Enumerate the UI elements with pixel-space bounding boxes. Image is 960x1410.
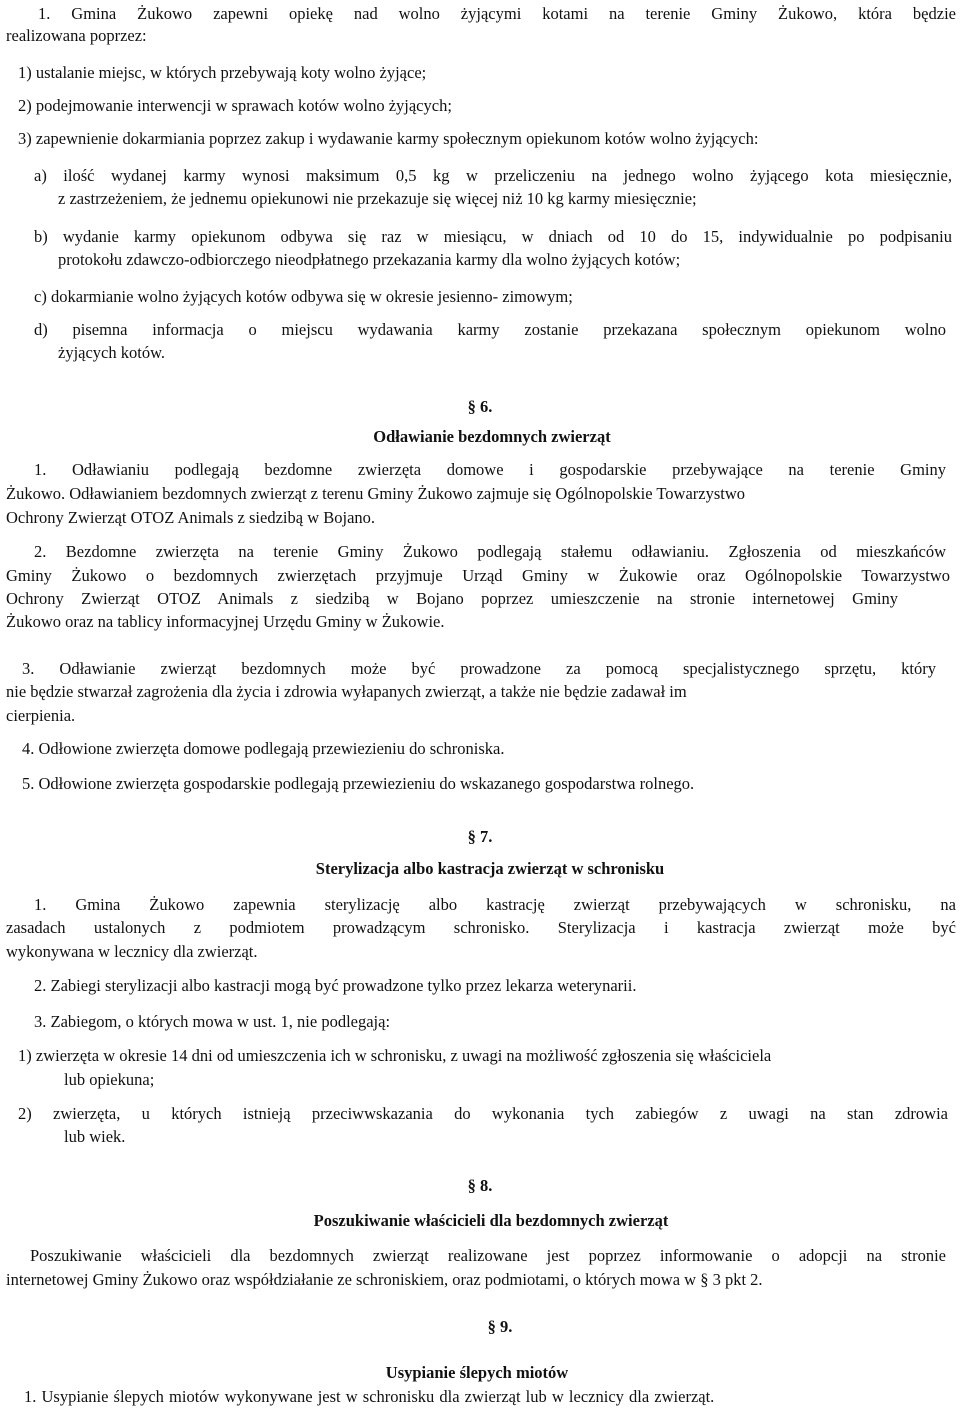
sec9-par1: 1. Usypianie ślepych miotów wykonywane jest w schronisku dla zwierząt lub w lecznicy dla zwierząt. xyxy=(24,1387,715,1406)
sec5-item-2: 2) podejmowanie interwencji w sprawach kotów wolno żyjących; xyxy=(18,96,452,115)
sec6-par3-line3: cierpienia. xyxy=(6,706,76,725)
sec7-number: § 7. xyxy=(467,827,493,846)
sec8-number: § 8. xyxy=(467,1176,493,1195)
sec5-par1-line2: realizowana poprzez: xyxy=(6,26,147,45)
sec5-item-b-line1: b) wydanie karmy opiekunom odbywa się raz w miesiącu, w dniach od 10 do 15, indywidualnie po podpisaniu xyxy=(34,227,952,246)
sec6-par1-line3: Ochrony Zwierząt OTOZ Animals z siedzibą w Bojano. xyxy=(6,508,376,527)
sec7-title: Sterylizacja albo kastracja zwierząt w schronisku xyxy=(315,859,665,878)
sec5-item-d-line1: d) pisemna informacja o miejscu wydawania karmy zostanie przekazana społecznym opiekunom wolno xyxy=(34,320,946,339)
sec6-par1-line1: 1. Odławianiu podlegają bezdomne zwierzęta domowe i gospodarskie przebywające na terenie Gminy xyxy=(34,460,946,479)
sec6-par4: 4. Odłowione zwierzęta domowe podlegają przewiezieniu do schroniska. xyxy=(22,739,505,758)
sec5-item-a-line1: a) ilość wydanej karmy wynosi maksimum 0,5 kg w przeliczeniu na jednego wolno żyjącego kota miesięcznie, xyxy=(34,166,952,185)
sec6-par2-line3: Ochrony Zwierząt OTOZ Animals z siedzibą w Bojano poprzez umieszczenie na stronie internetowej Gminy xyxy=(6,589,898,608)
sec6-par3-line2: nie będzie stwarzał zagrożenia dla życia i zdrowia wyłapanych zwierząt, a także nie będzie zadawał im xyxy=(6,682,687,701)
sec6-par2-line4: Żukowo oraz na tablicy informacyjnej Urzędu Gminy w Żukowie. xyxy=(6,612,445,631)
sec6-par5: 5. Odłowione zwierzęta gospodarskie podlegają przewiezieniu do wskazanego gospodarstwa rolnego. xyxy=(22,774,695,793)
sec6-number: § 6. xyxy=(467,397,493,416)
sec5-item-1: 1) ustalanie miejsc, w których przebywają koty wolno żyjące; xyxy=(18,63,427,82)
sec6-par1-line2: Żukowo. Odławianiem bezdomnych zwierząt z terenu Gminy Żukowo zajmuje się Ogólnopolskie Towarzystwo xyxy=(6,484,746,503)
sec7-item-2-line2: lub wiek. xyxy=(64,1127,126,1146)
sec7-item-1-line1: 1) zwierzęta w okresie 14 dni od umieszczenia ich w schronisku, z uwagi na możliwość zgłoszenia się właściciela xyxy=(18,1046,772,1065)
sec5-item-c: c) dokarmianie wolno żyjących kotów odbywa się w okresie jesienno- zimowym; xyxy=(34,287,573,306)
sec5-item-b-line2: protokołu zdawczo-odbiorczego nieodpłatnego przekazania karmy dla wolno żyjących kotów; xyxy=(58,250,681,269)
sec6-title: Odławianie bezdomnych zwierząt xyxy=(373,427,611,446)
sec7-par1-line1: 1. Gmina Żukowo zapewnia sterylizację albo kastrację zwierząt przebywających w schronisku, na xyxy=(34,895,956,914)
sec9-number: § 9. xyxy=(487,1317,513,1336)
sec8-title: Poszukiwanie właścicieli dla bezdomnych zwierząt xyxy=(313,1211,669,1230)
sec5-par1-line1: 1. Gmina Żukowo zapewni opiekę nad wolno żyjącymi kotami na terenie Gminy Żukowo, która będzie xyxy=(38,4,956,23)
sec6-par2-line2: Gminy Żukowo o bezdomnych zwierzętach przyjmuje Urząd Gminy w Żukowie oraz Ogólnopolskie Towarzystwo xyxy=(6,566,950,585)
sec7-item-2-line1: 2) zwierzęta, u których istnieją przeciwwskazania do wykonania tych zabiegów z uwagi na stan zdrowia xyxy=(18,1104,948,1123)
sec6-par2-line1: 2. Bezdomne zwierzęta na terenie Gminy Żukowo podlegają stałemu odławianiu. Zgłoszenia od mieszkańców xyxy=(34,542,946,561)
sec5-item-a-line2: z zastrzeżeniem, że jednemu opiekunowi nie przekazuje się więcej niż 10 kg karmy miesięcznie; xyxy=(58,189,697,208)
sec5-item-d-line2: żyjących kotów. xyxy=(58,343,166,362)
sec6-par3-line1: 3. Odławianie zwierząt bezdomnych może być prowadzone za pomocą specjalistycznego sprzętu, który xyxy=(22,659,936,678)
sec7-par3: 3. Zabiegom, o których mowa w ust. 1, nie podlegają: xyxy=(34,1012,391,1031)
sec7-item-1-line2: lub opiekuna; xyxy=(64,1070,155,1089)
sec7-par2: 2. Zabiegi sterylizacji albo kastracji mogą być prowadzone tylko przez lekarza weterynarii. xyxy=(34,976,637,995)
sec7-par1-line3: wykonywana w lecznicy dla zwierząt. xyxy=(6,942,258,961)
sec5-item-3: 3) zapewnienie dokarmiania poprzez zakup i wydawanie karmy społecznym opiekunom kotów wolno żyjących: xyxy=(18,129,759,148)
sec8-par1-line2: internetowej Gminy Żukowo oraz współdziałanie ze schroniskiem, oraz podmiotami, o których mowa w § 3 pkt 2. xyxy=(6,1270,763,1289)
sec8-par1-line1: Poszukiwanie właścicieli dla bezdomnych zwierząt realizowane jest poprzez informowanie o adopcji na stronie xyxy=(30,1246,946,1265)
sec7-par1-line2: zasadach ustalonych z podmiotem prowadzącym schronisko. Sterylizacja i kastracja zwierząt może być xyxy=(6,918,956,937)
sec9-title: Usypianie ślepych miotów xyxy=(385,1363,569,1382)
